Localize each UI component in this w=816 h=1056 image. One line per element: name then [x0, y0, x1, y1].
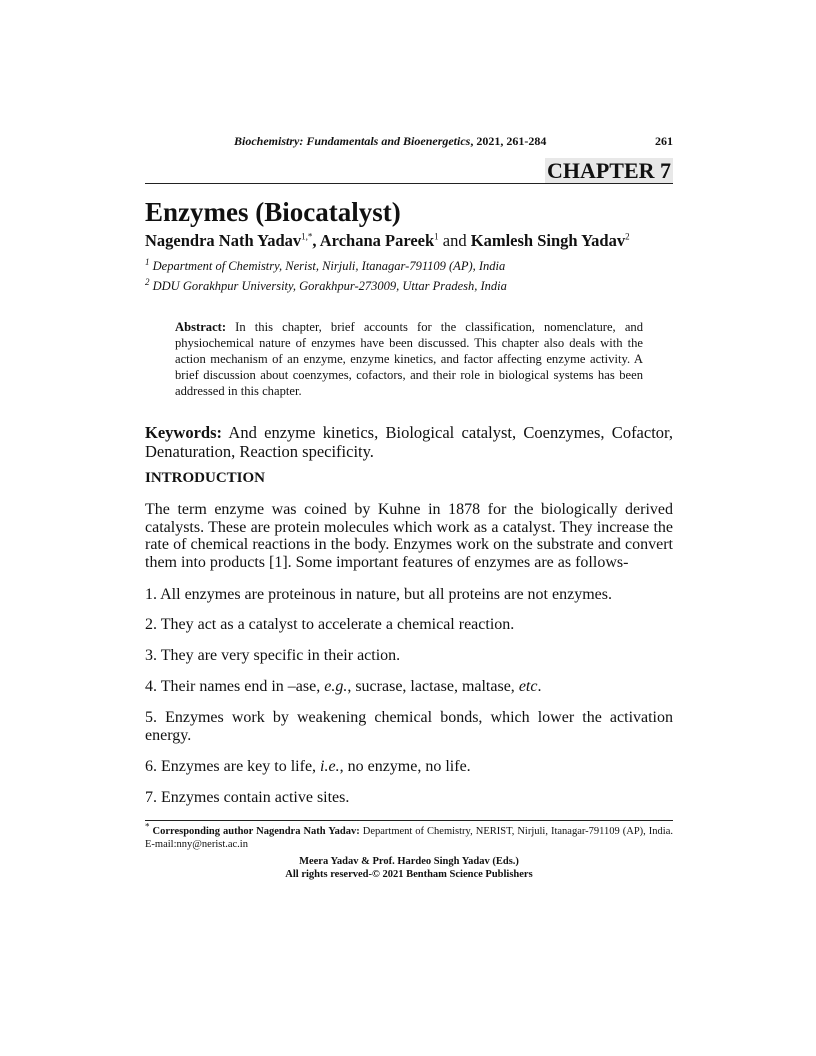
item-text: , sucrase, lactase, maltase, — [347, 678, 519, 695]
author-sup: 1,* — [301, 231, 313, 242]
item-text: 4. Their names end in –ase, — [145, 678, 325, 695]
footnote — [145, 821, 673, 851]
affiliation-text: Department of Chemistry, Nerist, Nirjuli, Itanagar-791109 (AP), India — [149, 259, 506, 273]
item-text: 2. They act as a catalyst to accelerate a chemical reaction. — [145, 616, 515, 633]
page-number: 261 — [655, 134, 673, 148]
chapter-label: CHAPTER 7 — [546, 158, 671, 183]
keywords-label: Keywords: — [145, 423, 222, 442]
abstract-label: Abstract: — [175, 320, 227, 334]
footnote-sup: * — [145, 821, 150, 832]
item-text: 3. They are very specific in their action. — [145, 647, 401, 664]
item-italic: i.e. — [320, 758, 340, 775]
list-item — [145, 586, 673, 604]
page-footer — [145, 856, 673, 881]
author-name: Kamlesh Singh Yadav — [470, 231, 626, 250]
copyright: All rights reserved-© 2021 Bentham Science Publishers — [285, 868, 533, 880]
journal-year-pages: , 2021, 261-284 — [470, 134, 547, 148]
affiliation-sup: 1 — [145, 256, 150, 267]
footnote-label: Corresponding author Nagendra Nath Yadav: — [149, 826, 360, 837]
author-sup: 1 — [434, 231, 439, 242]
item-text: 7. Enzymes contain active sites. — [145, 789, 350, 806]
author-name: Nagendra Nath Yadav — [145, 231, 302, 250]
list-item — [145, 647, 673, 665]
footnote-text: Department of Chemistry, NERIST, Nirjuli, Itanagar-791109 (AP), India. E-mail:nny@nerist.ac.in — [145, 826, 673, 850]
chapter-title: Enzymes (Biocatalyst) — [145, 197, 401, 227]
list-item — [145, 709, 673, 745]
keywords — [145, 423, 673, 461]
author-sup: 2 — [625, 231, 630, 242]
author-list — [145, 231, 630, 251]
author-separator: and — [438, 231, 471, 250]
section-heading: INTRODUCTION — [145, 470, 266, 486]
list-item — [145, 758, 673, 776]
abstract — [175, 319, 643, 399]
list-item — [145, 789, 673, 807]
abstract-text: In this chapter, brief accounts for the classification, nomenclature, and physiochemical nature of enzymes have been discussed. This chapter also deals with the action mechanism of an enzyme, enzyme kinetics, and factor affecting enzyme activity. A brief discussion about coenzymes, cofactors, and their role in biological systems has been addressed in this chapter. — [175, 320, 643, 398]
item-text: 5. Enzymes work by weakening chemical bonds, which lower the activation energy. — [145, 709, 673, 744]
item-italic: e.g. — [324, 678, 348, 695]
affiliation-text: DDU Gorakhpur University, Gorakhpur-273009, Uttar Pradesh, India — [149, 279, 507, 293]
item-italic: etc — [518, 678, 538, 695]
author-separator: , — [312, 231, 320, 250]
item-text: , no enzyme, no life. — [339, 758, 471, 775]
affiliation — [145, 278, 507, 294]
item-text: 6. Enzymes are key to life, — [145, 758, 321, 775]
keywords-text: And enzyme kinetics, Biological catalyst, Coenzymes, Cofactor, Denaturation, Reaction specificity. — [145, 423, 673, 461]
editors: Meera Yadav & Prof. Hardeo Singh Yadav (Eds.) — [299, 856, 519, 867]
footnote-rule — [145, 820, 673, 821]
affiliation-sup: 2 — [145, 276, 150, 287]
list-item — [145, 616, 673, 634]
header-rule — [145, 183, 673, 184]
item-text: 1. All enzymes are proteinous in nature, but all proteins are not enzymes. — [145, 586, 612, 603]
intro-paragraph: The term enzyme was coined by Kuhne in 1878 for the biologically derived catalysts. These are protein molecules which work as a catalyst. They increase the rate of chemical reactions in the body. Enzymes work on the substrate and convert them into products [1]. Some important features of enzymes are as follows- — [145, 501, 673, 572]
list-item — [145, 678, 673, 696]
journal-title: Biochemistry: Fundamentals and Bioenergetics — [234, 134, 471, 148]
journal-citation — [234, 134, 546, 149]
author-name: Archana Pareek — [319, 231, 435, 250]
affiliation — [145, 258, 505, 274]
item-text: . — [537, 678, 542, 695]
